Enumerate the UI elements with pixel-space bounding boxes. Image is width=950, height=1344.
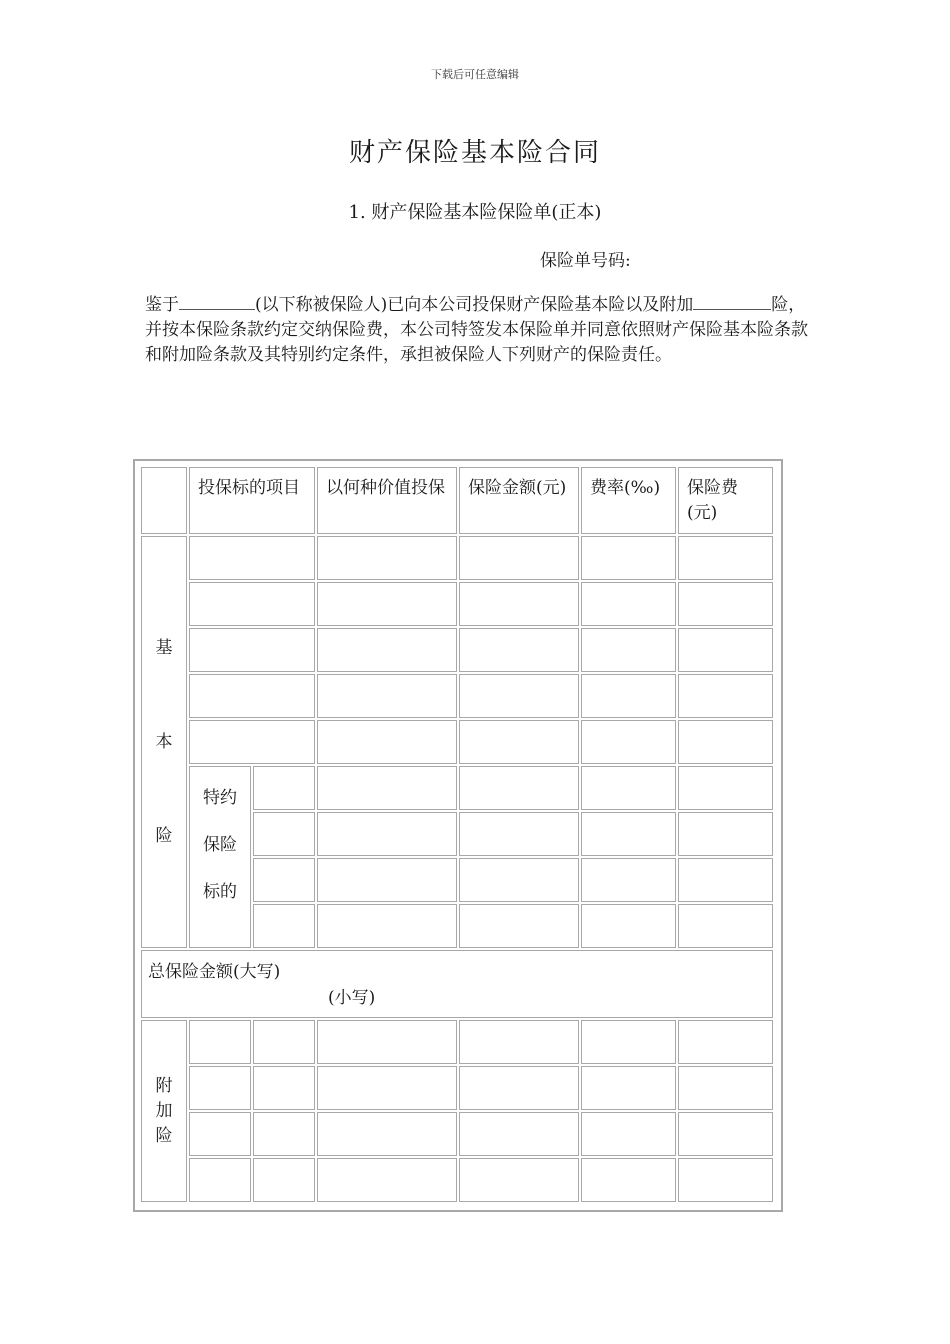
basic-amount-cell[interactable] bbox=[459, 720, 579, 764]
basic-amount-cell[interactable] bbox=[459, 536, 579, 580]
special-premium-cell[interactable] bbox=[678, 766, 773, 810]
insured-name-blank[interactable] bbox=[179, 291, 255, 310]
header-premium: 保险费(元) bbox=[678, 467, 773, 534]
header-insured-item: 投保标的项目 bbox=[189, 467, 315, 534]
basic-rate-cell[interactable] bbox=[581, 582, 676, 626]
table-row bbox=[141, 720, 773, 764]
total-amount-lowercase-label: (小写) bbox=[328, 988, 376, 1008]
additional-rate-cell[interactable] bbox=[581, 1158, 676, 1202]
additional-insurance-label: 附 加 险 bbox=[141, 1020, 187, 1202]
basic-premium-cell[interactable] bbox=[678, 582, 773, 626]
special-item-cell[interactable] bbox=[253, 858, 315, 902]
additional-premium-cell[interactable] bbox=[678, 1020, 773, 1064]
document-subtitle: 1. 财产保险基本险保险单(正本) bbox=[348, 202, 602, 223]
additional-subitem-cell[interactable] bbox=[253, 1112, 315, 1156]
additional-rate-cell[interactable] bbox=[581, 1112, 676, 1156]
additional-amount-cell[interactable] bbox=[459, 1158, 579, 1202]
special-premium-cell[interactable] bbox=[678, 904, 773, 948]
basic-basis-cell[interactable] bbox=[317, 720, 457, 764]
additional-item-cell[interactable] bbox=[189, 1158, 251, 1202]
additional-premium-cell[interactable] bbox=[678, 1158, 773, 1202]
special-premium-cell[interactable] bbox=[678, 812, 773, 856]
additional-item-cell[interactable] bbox=[189, 1020, 251, 1064]
header-sum-insured: 保险金额(元) bbox=[459, 467, 579, 534]
basic-basis-cell[interactable] bbox=[317, 628, 457, 672]
special-item-cell[interactable] bbox=[253, 812, 315, 856]
insurance-schedule-table bbox=[133, 459, 783, 1212]
basic-rate-cell[interactable] bbox=[581, 628, 676, 672]
total-sum-insured-cell[interactable] bbox=[141, 950, 773, 1018]
additional-amount-cell[interactable] bbox=[459, 1066, 579, 1110]
special-premium-cell[interactable] bbox=[678, 858, 773, 902]
additional-subitem-cell[interactable] bbox=[253, 1158, 315, 1202]
special-basis-cell[interactable] bbox=[317, 766, 457, 810]
total-row bbox=[141, 950, 773, 1018]
additional-basis-cell[interactable] bbox=[317, 1158, 457, 1202]
header-note: 下载后可任意编辑 bbox=[431, 68, 519, 81]
basic-amount-cell[interactable] bbox=[459, 674, 579, 718]
table-row bbox=[141, 536, 773, 580]
special-rate-cell[interactable] bbox=[581, 766, 676, 810]
preamble-text-3: 险，并按本保险条款约定交纳保险费，本公司特签发本保险单并同意依照财产保险基本险条款和附加险条款及其特别约定条件，承担被保险人下列财产的保险责任。 bbox=[145, 295, 808, 365]
special-item-cell[interactable] bbox=[253, 904, 315, 948]
header-row bbox=[141, 467, 773, 534]
basic-premium-cell[interactable] bbox=[678, 536, 773, 580]
special-amount-cell[interactable] bbox=[459, 812, 579, 856]
basic-premium-cell[interactable] bbox=[678, 674, 773, 718]
preamble-paragraph bbox=[145, 291, 810, 368]
additional-basis-cell[interactable] bbox=[317, 1020, 457, 1064]
basic-item-cell[interactable] bbox=[189, 720, 315, 764]
additional-amount-cell[interactable] bbox=[459, 1112, 579, 1156]
table-row bbox=[141, 1112, 773, 1156]
special-rate-cell[interactable] bbox=[581, 904, 676, 948]
special-amount-cell[interactable] bbox=[459, 904, 579, 948]
table-row bbox=[141, 1158, 773, 1202]
basic-rate-cell[interactable] bbox=[581, 674, 676, 718]
additional-rate-cell[interactable] bbox=[581, 1066, 676, 1110]
additional-basis-cell[interactable] bbox=[317, 1066, 457, 1110]
additional-premium-cell[interactable] bbox=[678, 1066, 773, 1110]
header-corner-cell bbox=[141, 467, 187, 534]
special-amount-cell[interactable] bbox=[459, 766, 579, 810]
document-title: 财产保险基本险合同 bbox=[348, 138, 601, 168]
basic-premium-cell[interactable] bbox=[678, 628, 773, 672]
additional-item-cell[interactable] bbox=[189, 1112, 251, 1156]
basic-basis-cell[interactable] bbox=[317, 582, 457, 626]
special-basis-cell[interactable] bbox=[317, 858, 457, 902]
header-valuation-basis: 以何种价值投保 bbox=[317, 467, 457, 534]
special-rate-cell[interactable] bbox=[581, 858, 676, 902]
basic-item-cell[interactable] bbox=[189, 536, 315, 580]
basic-basis-cell[interactable] bbox=[317, 536, 457, 580]
schedule-grid bbox=[139, 465, 775, 1204]
special-basis-cell[interactable] bbox=[317, 904, 457, 948]
basic-amount-cell[interactable] bbox=[459, 628, 579, 672]
table-row bbox=[141, 1066, 773, 1110]
table-row bbox=[141, 628, 773, 672]
special-rate-cell[interactable] bbox=[581, 812, 676, 856]
table-row bbox=[141, 582, 773, 626]
basic-premium-cell[interactable] bbox=[678, 720, 773, 764]
additional-subitem-cell[interactable] bbox=[253, 1066, 315, 1110]
additional-amount-cell[interactable] bbox=[459, 1020, 579, 1064]
special-item-cell[interactable] bbox=[253, 766, 315, 810]
total-amount-uppercase-label: 总保险金额(大写) bbox=[148, 962, 281, 982]
basic-basis-cell[interactable] bbox=[317, 674, 457, 718]
additional-premium-cell[interactable] bbox=[678, 1112, 773, 1156]
policy-number-label: 保险单号码: bbox=[540, 251, 631, 271]
basic-item-cell[interactable] bbox=[189, 628, 315, 672]
preamble-text-2: (以下称被保险人)已向本公司投保财产保险基本险以及附加 bbox=[255, 295, 694, 315]
basic-rate-cell[interactable] bbox=[581, 720, 676, 764]
table-row bbox=[141, 674, 773, 718]
basic-amount-cell[interactable] bbox=[459, 582, 579, 626]
additional-subitem-cell[interactable] bbox=[253, 1020, 315, 1064]
basic-insurance-label: 基 本 险 bbox=[141, 536, 187, 948]
table-row bbox=[141, 766, 773, 810]
preamble-text-1: 鉴于 bbox=[145, 295, 179, 315]
basic-item-cell[interactable] bbox=[189, 674, 315, 718]
table-row bbox=[141, 1020, 773, 1064]
additional-insurance-blank-2[interactable] bbox=[743, 291, 771, 310]
header-rate: 费率(‰) bbox=[581, 467, 676, 534]
additional-rate-cell[interactable] bbox=[581, 1020, 676, 1064]
basic-item-cell[interactable] bbox=[189, 582, 315, 626]
special-amount-cell[interactable] bbox=[459, 858, 579, 902]
basic-rate-cell[interactable] bbox=[581, 536, 676, 580]
additional-insurance-blank-1[interactable] bbox=[693, 291, 743, 310]
additional-item-cell[interactable] bbox=[189, 1066, 251, 1110]
special-insured-items-label: 特约 保险 标的 bbox=[189, 766, 251, 948]
additional-basis-cell[interactable] bbox=[317, 1112, 457, 1156]
special-basis-cell[interactable] bbox=[317, 812, 457, 856]
